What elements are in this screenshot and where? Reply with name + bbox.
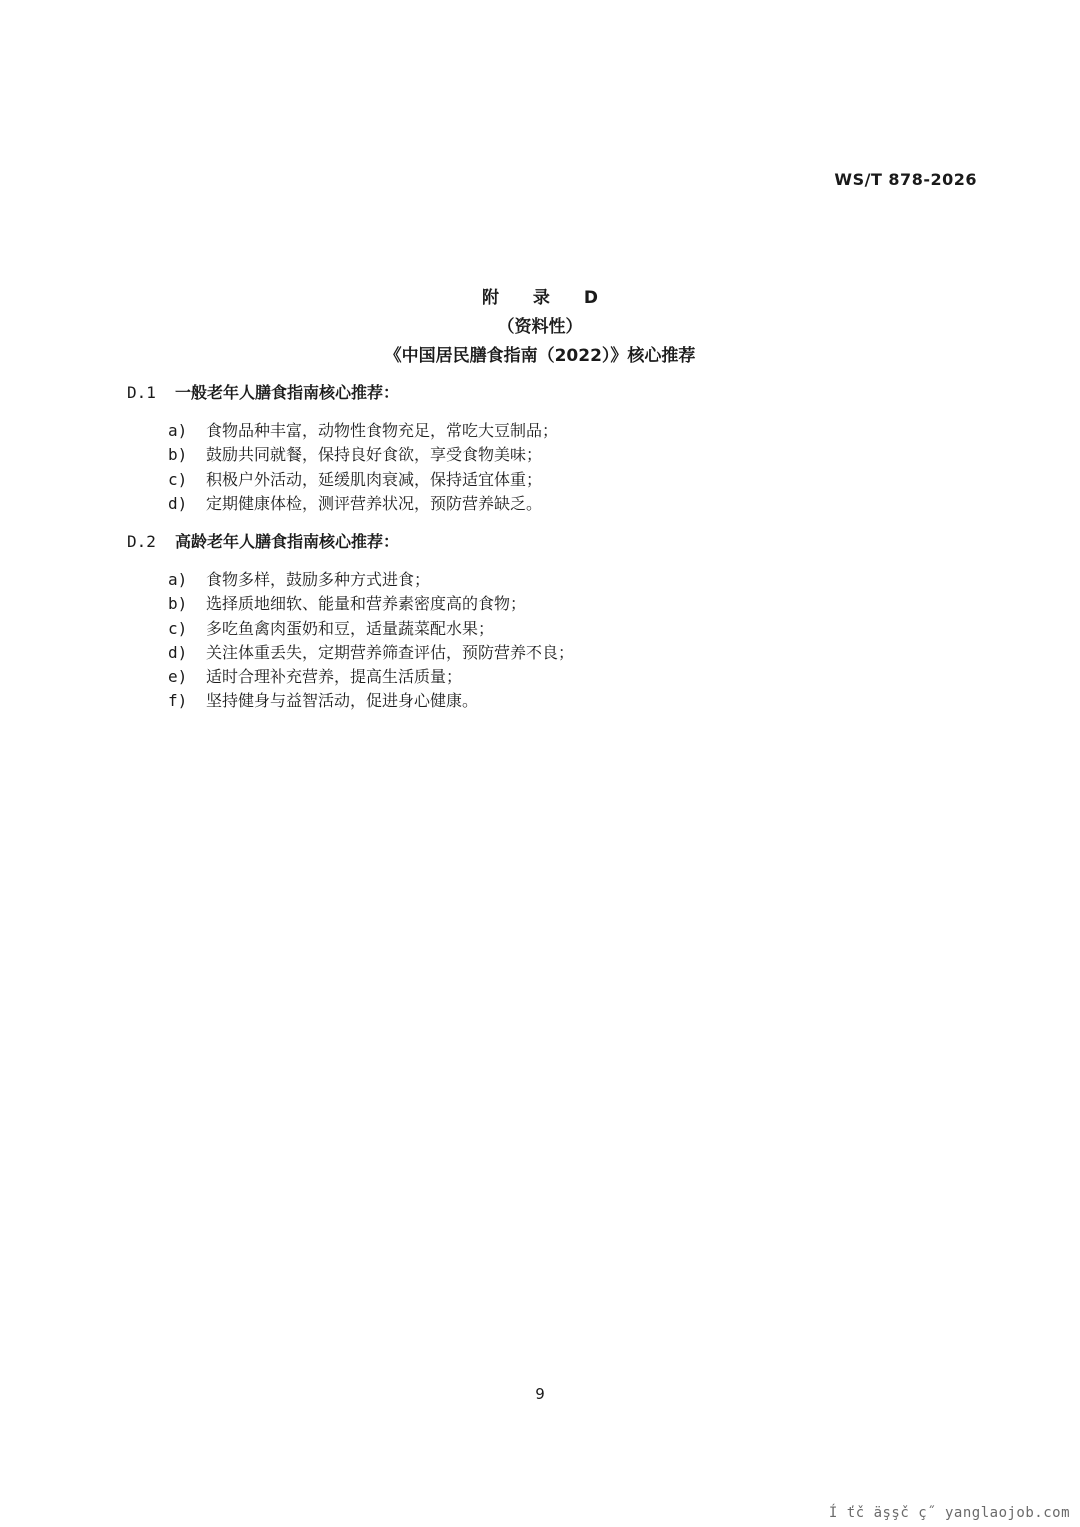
item-text: 积极户外活动，延缓肌肉衰减，保持适宜体重；	[206, 469, 543, 489]
list-item	[168, 689, 574, 713]
section-heading	[127, 381, 987, 405]
item-text: 适时合理补充营养，提高生活质量；	[206, 667, 463, 687]
section-d1	[127, 381, 987, 513]
item-label: e)	[168, 667, 188, 687]
section-title: 高龄老年人膳食指南核心推荐：	[175, 532, 400, 551]
list-item	[168, 419, 558, 443]
item-text: 食物品种丰富，动物性食物充足，常吃大豆制品；	[206, 421, 559, 440]
item-label: c)	[168, 469, 188, 489]
list-item	[168, 443, 558, 467]
item-text: 坚持健身与益智活动，促进身心健康。	[206, 691, 479, 711]
section-heading	[127, 530, 987, 554]
item-label: b)	[168, 594, 188, 614]
list-item	[168, 568, 574, 592]
appendix-subject: 《中国居民膳食指南（2022）》核心推荐	[384, 346, 696, 366]
list-item	[168, 592, 574, 616]
list-item	[168, 665, 574, 689]
item-text: 定期健康体检，测评营养状况，预防营养缺乏。	[206, 493, 543, 513]
list-item	[168, 617, 574, 641]
item-label: b)	[168, 445, 188, 465]
appendix-nature: （资料性）	[497, 317, 583, 337]
recommendation-list	[168, 568, 574, 714]
item-text: 关注体重丢失，定期营养筛查评估，预防营养不良；	[206, 642, 575, 662]
section-number: D.2	[127, 532, 156, 551]
recommendation-list	[168, 419, 558, 516]
item-label: f)	[168, 691, 188, 711]
item-text: 鼓励共同就餐，保持良好食欲，享受食物美味；	[206, 445, 543, 465]
item-text: 食物多样，鼓励多种方式进食；	[206, 570, 431, 589]
list-item	[168, 468, 558, 492]
appendix-heading	[0, 284, 1080, 371]
list-item	[168, 641, 574, 665]
section-number: D.1	[127, 383, 156, 402]
item-label: d)	[168, 493, 188, 513]
page-number: 9	[535, 1385, 545, 1403]
section-title: 一般老年人膳食指南核心推荐：	[175, 383, 400, 402]
watermark: Í ťč äşşč ç˝ yanglaojob.com	[828, 1505, 1070, 1521]
item-label: a)	[168, 570, 188, 589]
section-d2	[127, 530, 987, 711]
standard-code: WS/T 878-2026	[834, 170, 977, 189]
item-text: 多吃鱼禽肉蛋奶和豆，适量蔬菜配水果；	[206, 618, 495, 638]
item-label: d)	[168, 642, 188, 662]
list-item	[168, 492, 558, 516]
item-text: 选择质地细软、能量和营养素密度高的食物；	[206, 594, 527, 614]
appendix-title: 附 录 D	[482, 288, 612, 308]
item-label: a)	[168, 421, 188, 440]
item-label: c)	[168, 618, 188, 638]
